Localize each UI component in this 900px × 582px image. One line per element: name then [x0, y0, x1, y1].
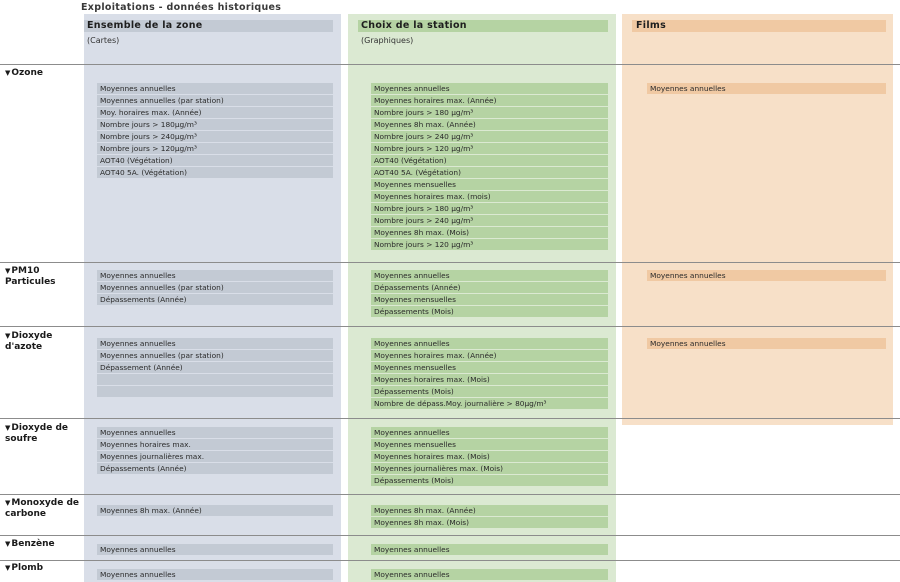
zone-item-pm10-2[interactable]: Moyennes annuelles (par station)	[97, 282, 333, 293]
station-item-ozone-12[interactable]: Nombre jours > 240 µg/m³	[371, 215, 608, 226]
category-label: Benzène	[11, 539, 55, 549]
station-item-ozone-14[interactable]: Nombre jours > 120 µg/m³	[371, 239, 608, 250]
station-header-subtitle: (Graphiques)	[361, 36, 414, 45]
films-header-bar	[632, 20, 886, 32]
zone-item-no2-1[interactable]: Moyennes annuelles	[97, 338, 333, 349]
station-item-ozone-2[interactable]: Moyennes horaires max. (Année)	[371, 95, 608, 106]
zone-item-co-1[interactable]: Moyennes 8h max. (Année)	[97, 505, 333, 516]
zone-item-so2-1[interactable]: Moyennes annuelles	[97, 427, 333, 438]
station-item-so2-2[interactable]: Moyennes mensuelles	[371, 439, 608, 450]
category-so2[interactable]	[5, 423, 75, 445]
category-label: Monoxyde de carbone	[5, 498, 80, 519]
station-item-ozone-6[interactable]: Nombre jours > 120 µg/m³	[371, 143, 608, 154]
station-item-no2-5[interactable]: Dépassements (Mois)	[371, 386, 608, 397]
collapse-triangle-icon[interactable]: ▼	[5, 564, 11, 572]
category-label: Dioxyde d'azote	[5, 331, 53, 352]
zone-item-lead-1[interactable]: Moyennes annuelles	[97, 569, 333, 580]
station-item-ozone-9[interactable]: Moyennes mensuelles	[371, 179, 608, 190]
zone-item-no2-5[interactable]	[97, 386, 333, 397]
station-item-so2-1[interactable]: Moyennes annuelles	[371, 427, 608, 438]
category-label: Dioxyde de soufre	[5, 423, 69, 444]
collapse-triangle-icon[interactable]: ▼	[5, 540, 11, 548]
separator-rule	[0, 560, 900, 561]
zone-header-subtitle: (Cartes)	[87, 36, 120, 45]
zone-item-benzene-1[interactable]: Moyennes annuelles	[97, 544, 333, 555]
films-item-pm10-1[interactable]: Moyennes annuelles	[647, 270, 886, 281]
collapse-triangle-icon[interactable]: ▼	[5, 267, 11, 275]
separator-rule	[0, 494, 900, 495]
category-label: PM10 Particules	[5, 266, 56, 287]
zone-item-ozone-5[interactable]: Nombre jours > 240µg/m³	[97, 131, 333, 142]
category-co[interactable]	[5, 498, 80, 520]
station-item-ozone-1[interactable]: Moyennes annuelles	[371, 83, 608, 94]
zone-item-ozone-3[interactable]: Moy. horaires max. (Année)	[97, 107, 333, 118]
zone-item-so2-3[interactable]: Moyennes journalières max.	[97, 451, 333, 462]
zone-header-title: Ensemble de la zone	[87, 20, 203, 31]
zone-item-so2-4[interactable]: Dépassements (Année)	[97, 463, 333, 474]
separator-rule	[0, 535, 900, 536]
separator-rule	[0, 326, 900, 327]
station-item-ozone-8[interactable]: AOT40 5A. (Végétation)	[371, 167, 608, 178]
category-label: Ozone	[11, 68, 43, 78]
station-item-ozone-3[interactable]: Nombre jours > 180 µg/m³	[371, 107, 608, 118]
category-pm10[interactable]	[5, 266, 77, 288]
zone-item-ozone-7[interactable]: AOT40 (Végétation)	[97, 155, 333, 166]
station-item-ozone-7[interactable]: AOT40 (Végétation)	[371, 155, 608, 166]
station-item-so2-3[interactable]: Moyennes horaires max. (Mois)	[371, 451, 608, 462]
station-item-no2-1[interactable]: Moyennes annuelles	[371, 338, 608, 349]
station-item-no2-3[interactable]: Moyennes mensuelles	[371, 362, 608, 373]
zone-item-pm10-1[interactable]: Moyennes annuelles	[97, 270, 333, 281]
category-lead[interactable]	[5, 563, 43, 574]
station-item-no2-4[interactable]: Moyennes horaires max. (Mois)	[371, 374, 608, 385]
separator-rule	[0, 64, 900, 65]
station-item-pm10-4[interactable]: Dépassements (Mois)	[371, 306, 608, 317]
station-item-ozone-10[interactable]: Moyennes horaires max. (mois)	[371, 191, 608, 202]
zone-item-no2-3[interactable]: Dépassement (Année)	[97, 362, 333, 373]
zone-item-pm10-3[interactable]: Dépassements (Année)	[97, 294, 333, 305]
station-item-ozone-11[interactable]: Nombre jours > 180 µg/m³	[371, 203, 608, 214]
zone-item-so2-2[interactable]: Moyennes horaires max.	[97, 439, 333, 450]
station-item-so2-5[interactable]: Dépassements (Mois)	[371, 475, 608, 486]
station-item-pm10-1[interactable]: Moyennes annuelles	[371, 270, 608, 281]
category-label: Plomb	[11, 563, 44, 573]
station-item-benzene-1[interactable]: Moyennes annuelles	[371, 544, 608, 555]
films-item-no2-1[interactable]: Moyennes annuelles	[647, 338, 886, 349]
station-header-title: Choix de la station	[361, 20, 467, 31]
station-item-no2-6[interactable]: Nombre de dépass.Moy. journalière > 80µg/m³	[371, 398, 608, 409]
zone-item-no2-4[interactable]	[97, 374, 333, 385]
films-column-bg	[622, 14, 893, 425]
collapse-triangle-icon[interactable]: ▼	[5, 332, 11, 340]
category-benzene[interactable]	[5, 539, 55, 550]
page-title: Exploitations - données historiques	[81, 2, 282, 13]
separator-rule	[0, 418, 900, 419]
station-item-ozone-4[interactable]: Moyennes 8h max. (Année)	[371, 119, 608, 130]
station-item-pm10-2[interactable]: Dépassements (Année)	[371, 282, 608, 293]
collapse-triangle-icon[interactable]: ▼	[5, 424, 11, 432]
station-item-so2-4[interactable]: Moyennes journalières max. (Mois)	[371, 463, 608, 474]
zone-item-ozone-1[interactable]: Moyennes annuelles	[97, 83, 333, 94]
category-ozone[interactable]	[5, 68, 43, 79]
station-item-lead-1[interactable]: Moyennes annuelles	[371, 569, 608, 580]
zone-item-ozone-2[interactable]: Moyennes annuelles (par station)	[97, 95, 333, 106]
station-item-no2-2[interactable]: Moyennes horaires max. (Année)	[371, 350, 608, 361]
zone-item-no2-2[interactable]: Moyennes annuelles (par station)	[97, 350, 333, 361]
station-item-co-1[interactable]: Moyennes 8h max. (Année)	[371, 505, 608, 516]
station-item-ozone-13[interactable]: Moyennes 8h max. (Mois)	[371, 227, 608, 238]
zone-item-ozone-8[interactable]: AOT40 5A. (Végétation)	[97, 167, 333, 178]
films-header-title: Films	[636, 20, 667, 31]
collapse-triangle-icon[interactable]: ▼	[5, 69, 11, 77]
category-no2[interactable]	[5, 331, 65, 353]
station-item-co-2[interactable]: Moyennes 8h max. (Mois)	[371, 517, 608, 528]
station-item-pm10-3[interactable]: Moyennes mensuelles	[371, 294, 608, 305]
separator-rule	[0, 262, 900, 263]
zone-item-ozone-6[interactable]: Nombre jours > 120µg/m³	[97, 143, 333, 154]
station-item-ozone-5[interactable]: Nombre jours > 240 µg/m³	[371, 131, 608, 142]
zone-item-ozone-4[interactable]: Nombre jours > 180µg/m³	[97, 119, 333, 130]
collapse-triangle-icon[interactable]: ▼	[5, 499, 11, 507]
films-item-ozone-1[interactable]: Moyennes annuelles	[647, 83, 886, 94]
